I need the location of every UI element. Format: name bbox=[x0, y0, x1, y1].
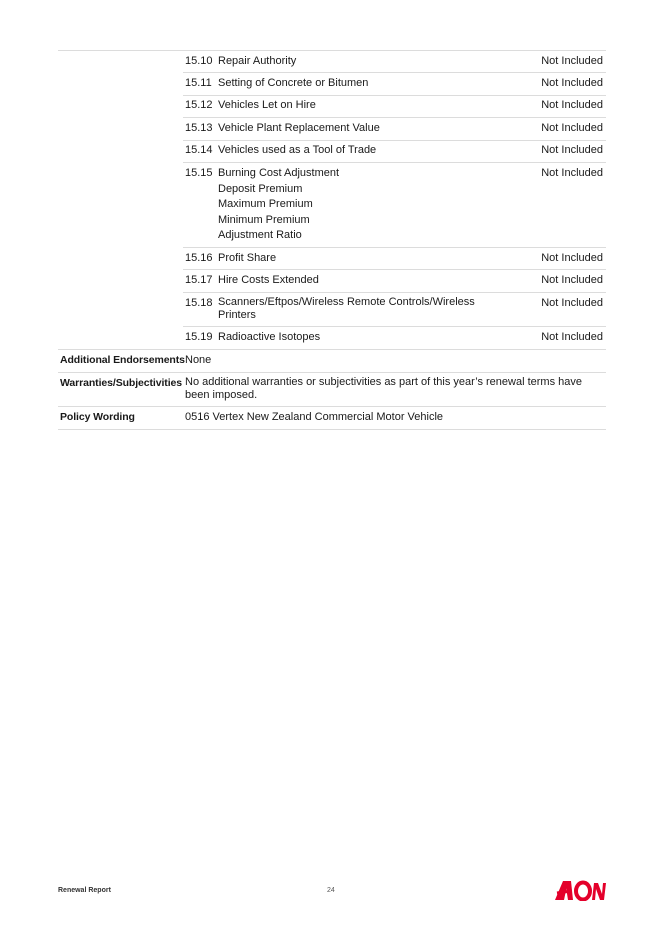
row-text: 0516 Vertex New Zealand Commercial Motor Vehicle bbox=[185, 411, 444, 423]
item-description: Repair Authority bbox=[218, 55, 297, 67]
item-subline: Maximum Premium bbox=[218, 198, 313, 211]
row-label: Warranties/Subjectivities bbox=[60, 377, 182, 389]
row-divider bbox=[183, 326, 606, 327]
table-top-rule bbox=[58, 50, 606, 51]
item-value: Not Included bbox=[541, 297, 603, 309]
item-number: 15.19 bbox=[185, 331, 213, 343]
row-divider bbox=[183, 292, 606, 293]
row-divider bbox=[58, 372, 606, 373]
item-number: 15.12 bbox=[185, 99, 213, 111]
item-subline: Minimum Premium bbox=[218, 213, 310, 226]
table-bottom-rule bbox=[58, 429, 606, 430]
item-subline: Adjustment Ratio bbox=[218, 229, 302, 242]
row-text: No additional warranties or subjectivities as part of this year’s renewal terms have been imposed. bbox=[185, 376, 582, 401]
item-subline: Deposit Premium bbox=[218, 182, 303, 195]
item-number: 15.11 bbox=[185, 77, 212, 89]
item-description: Profit Share bbox=[218, 252, 277, 264]
item-value: Not Included bbox=[541, 144, 603, 156]
item-number: 15.13 bbox=[185, 122, 213, 134]
item-number: 15.14 bbox=[185, 144, 213, 156]
item-description: Vehicles used as a Tool of Trade bbox=[218, 144, 377, 156]
item-description: Hire Costs Extended bbox=[218, 274, 319, 286]
aon-logo-mark bbox=[555, 881, 606, 900]
page-number: 24 bbox=[327, 887, 335, 894]
item-value: Not Included bbox=[541, 331, 603, 343]
item-number: 15.16 bbox=[185, 252, 213, 264]
item-description: Radioactive Isotopes bbox=[218, 331, 321, 343]
item-value: Not Included bbox=[541, 55, 603, 67]
row-text: None bbox=[185, 354, 212, 366]
row-divider bbox=[183, 95, 606, 96]
row-divider bbox=[183, 72, 606, 73]
row-divider bbox=[183, 162, 606, 163]
item-number: 15.18 bbox=[185, 297, 213, 309]
row-divider bbox=[58, 349, 606, 350]
item-value: Not Included bbox=[541, 99, 603, 111]
row-divider bbox=[183, 269, 606, 270]
footer-report-title: Renewal Report bbox=[58, 887, 111, 894]
row-label: Additional Endorsements bbox=[60, 354, 185, 366]
item-value: Not Included bbox=[541, 167, 603, 179]
item-number: 15.17 bbox=[185, 274, 213, 286]
item-description: Setting of Concrete or Bitumen bbox=[218, 77, 369, 89]
item-description-block bbox=[218, 166, 518, 244]
item-value: Not Included bbox=[541, 252, 603, 264]
item-description: Vehicle Plant Replacement Value bbox=[218, 122, 380, 134]
item-value: Not Included bbox=[541, 122, 603, 134]
item-description: Scanners/Eftpos/Wireless Remote Controls/Wireless Printers bbox=[218, 296, 475, 321]
row-divider bbox=[58, 406, 606, 407]
item-number: 15.15 bbox=[185, 167, 213, 179]
row-divider bbox=[183, 247, 606, 248]
item-value: Not Included bbox=[541, 274, 603, 286]
item-number: 15.10 bbox=[185, 55, 213, 67]
aon-logo bbox=[554, 879, 606, 901]
row-divider bbox=[183, 140, 606, 141]
item-description: Vehicles Let on Hire bbox=[218, 99, 316, 111]
item-value: Not Included bbox=[541, 77, 603, 89]
row-label: Policy Wording bbox=[60, 411, 135, 423]
row-divider bbox=[183, 117, 606, 118]
item-description: Burning Cost Adjustment bbox=[218, 167, 340, 179]
